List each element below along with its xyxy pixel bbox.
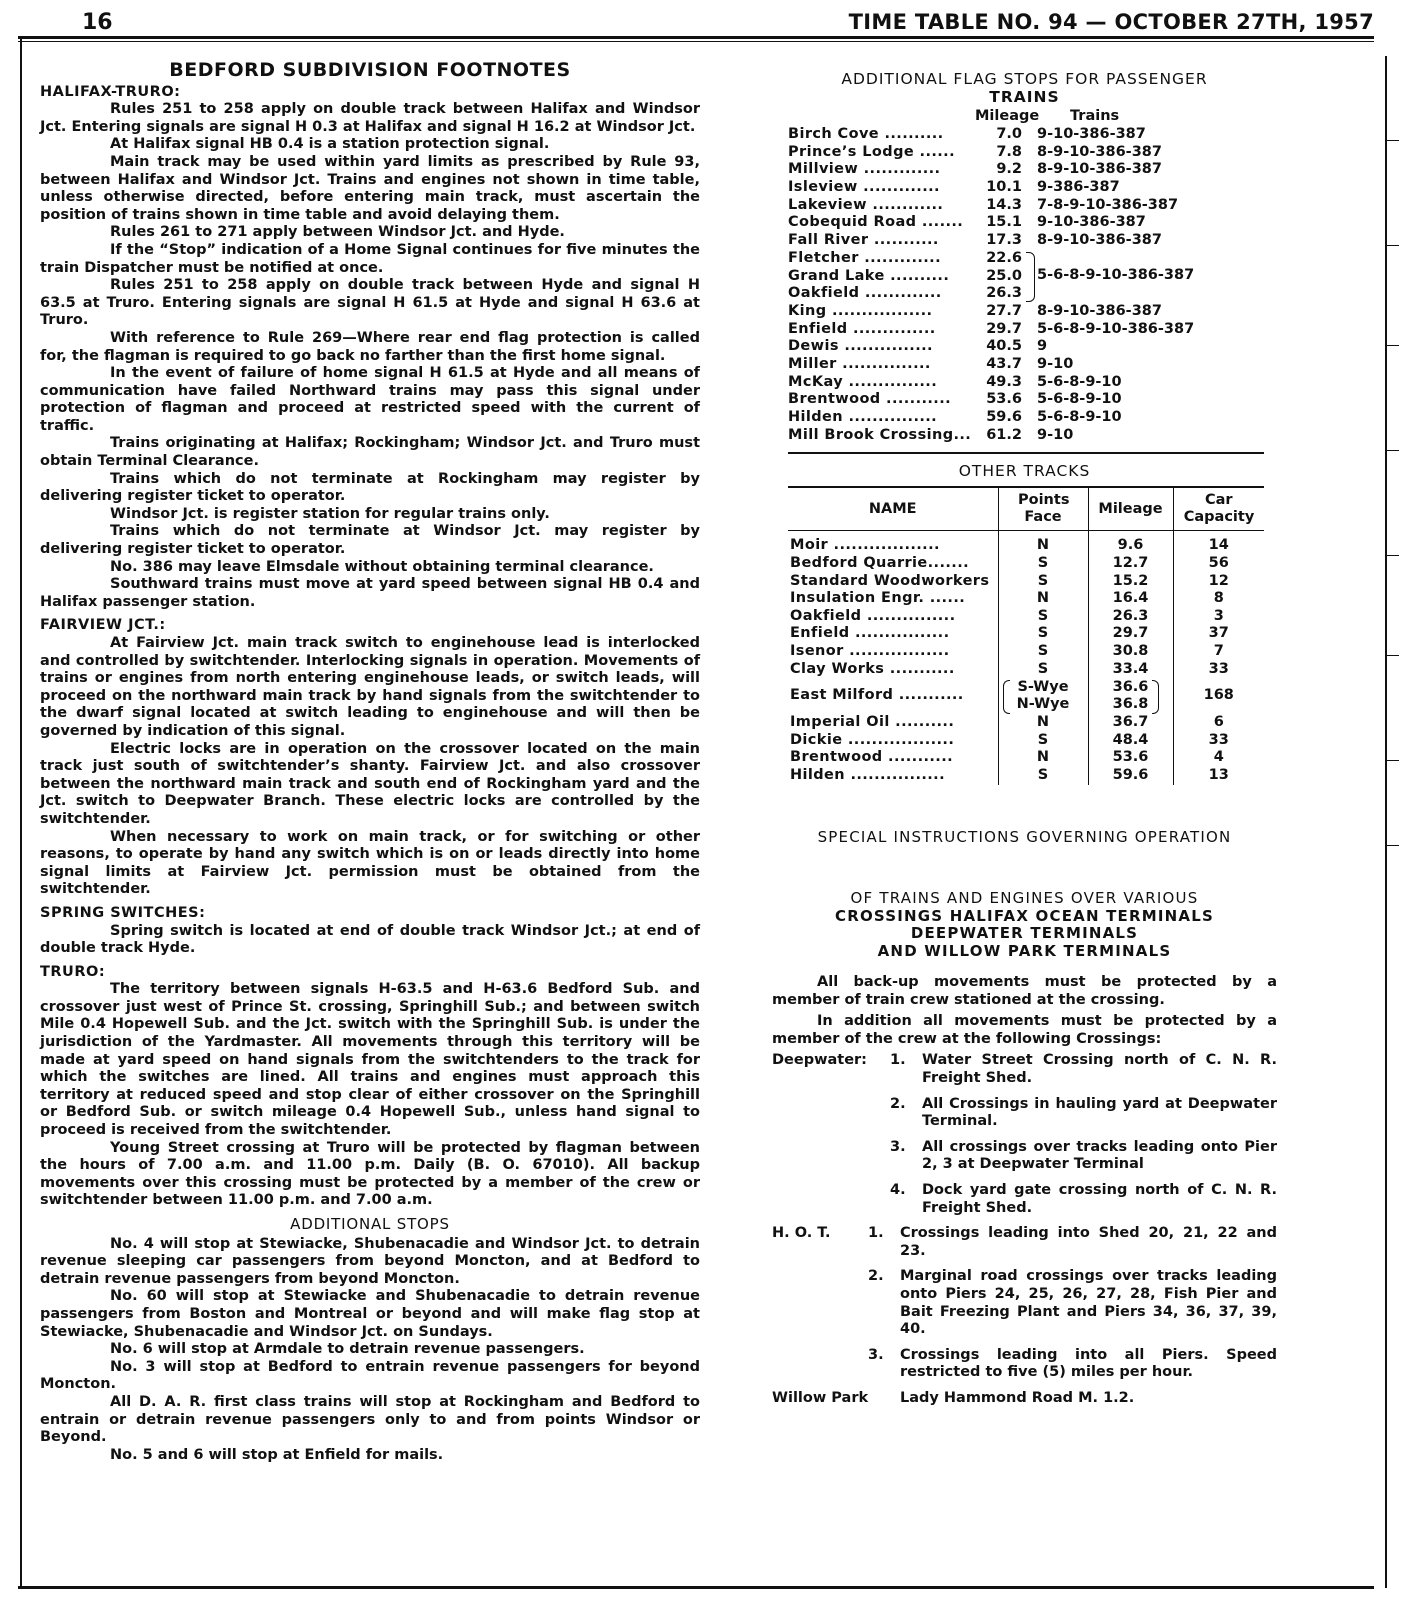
track-name: Enfield ................ xyxy=(790,625,950,642)
crossing-number: 3. xyxy=(890,1138,906,1155)
station-trains: 8-9-10-386-387 xyxy=(1037,143,1162,160)
station-name: King ................. xyxy=(788,302,933,319)
col-capacity-label: Car Capacity xyxy=(1183,492,1255,526)
track-capacity: 56 xyxy=(1173,555,1264,573)
track-row-east-milford xyxy=(788,678,1264,714)
track-capacity: 13 xyxy=(1173,767,1264,785)
track-row xyxy=(788,625,1264,643)
station-trains: 8-9-10-386-387 xyxy=(1037,232,1162,249)
track-capacity: 33 xyxy=(1173,732,1264,750)
track-capacity: 4 xyxy=(1173,749,1264,767)
track-mileage: 29.7 xyxy=(1088,625,1173,643)
section-heading: TRURO: xyxy=(40,963,106,980)
station-mileage: 15.1 xyxy=(986,214,1022,231)
track-mileage: 36.7 xyxy=(1088,714,1173,732)
footnotes-column xyxy=(40,59,700,1464)
track-row xyxy=(788,661,1264,679)
station-mileage: 61.2 xyxy=(986,426,1022,443)
track-name: Standard Woodworkers xyxy=(790,572,990,589)
special-title-3: CROSSINGS HALIFAX OCEAN TERMINALS xyxy=(835,906,1214,925)
crossing-item xyxy=(772,1347,1277,1382)
crossing-item xyxy=(772,1096,1277,1131)
station-mileage: 27.7 xyxy=(986,302,1022,319)
track-points: S xyxy=(998,608,1088,626)
mileage-s-wye: 36.6 xyxy=(1112,679,1149,696)
additional-stop-paragraph: No. 3 will stop at Bedford to entrain revenue passengers for beyond Moncton. xyxy=(40,1358,700,1393)
station-mileage: 22.6 xyxy=(986,249,1022,266)
crossing-text: All crossings over tracks leading onto Pier 2, 3 at Deepwater Terminal xyxy=(922,1138,1277,1173)
footnote-paragraph: With reference to Rule 269—Where rear end flag protection is called for, the flagman is required to go back no farther than the first home signal. xyxy=(40,329,700,364)
track-points: N xyxy=(998,714,1088,732)
track-points: N xyxy=(998,531,1088,555)
station-trains: 7-8-9-10-386-387 xyxy=(1037,196,1179,213)
track-capacity: 12 xyxy=(1173,573,1264,591)
station-name: Isleview ............. xyxy=(788,179,940,196)
crossing-text: All Crossings in hauling yard at Deepwater Terminal. xyxy=(922,1095,1277,1130)
flag-stops-col-trains: Trains xyxy=(1070,108,1120,124)
station-trains: 5-6-8-9-10 xyxy=(1037,373,1122,390)
left-border xyxy=(20,38,22,1588)
other-tracks-table xyxy=(788,486,1264,784)
station-mileage: 29.7 xyxy=(986,320,1022,337)
col-mileage: Mileage xyxy=(1088,487,1173,531)
crossing-number: 2. xyxy=(868,1268,884,1285)
special-title-1: SPECIAL INSTRUCTIONS GOVERNING OPERATION xyxy=(817,827,1232,846)
track-mileage: 26.3 xyxy=(1088,608,1173,626)
track-mileage: 59.6 xyxy=(1088,767,1173,785)
flag-stop-row xyxy=(772,356,1277,374)
station-trains: 9-10 xyxy=(1037,426,1074,443)
footnotes-title: BEDFORD SUBDIVISION FOOTNOTES xyxy=(169,59,571,81)
flag-stop-row xyxy=(772,197,1277,215)
top-rule-thin xyxy=(18,41,1374,42)
track-row xyxy=(788,590,1264,608)
mileage-n-wye: 36.8 xyxy=(1112,696,1149,713)
top-rule xyxy=(18,36,1374,39)
special-instructions xyxy=(772,974,1277,1407)
track-capacity: 7 xyxy=(1173,643,1264,661)
station-name: Dewis ............... xyxy=(788,338,933,355)
flag-stop-row xyxy=(772,268,1277,286)
station-name: Birch Cove .......... xyxy=(788,126,944,142)
section-heading: FAIRVIEW JCT.: xyxy=(40,617,166,634)
station-mileage: 10.1 xyxy=(986,179,1022,196)
track-mileage: 16.4 xyxy=(1088,590,1173,608)
track-points: S xyxy=(998,643,1088,661)
track-mileage: 12.7 xyxy=(1088,555,1173,573)
points-s-wye: S-Wye xyxy=(1017,679,1069,696)
station-mileage: 9.2 xyxy=(996,161,1022,178)
station-mileage: 25.0 xyxy=(986,267,1022,284)
track-row xyxy=(788,531,1264,555)
track-mileage: 33.4 xyxy=(1088,661,1173,679)
station-trains: 8-9-10-386-387 xyxy=(1037,302,1162,319)
flag-stops-rule xyxy=(788,452,1264,454)
station-mileage: 49.3 xyxy=(986,373,1022,390)
footnote-paragraph: The territory between signals H-63.5 and H-63.6 Bedford Sub. and crossover just west of Prince St. crossing, Springhill Sub.; and between switch Mile 0.4 Hopewell Sub. and the Jct. switch with the Springhill Sub. is under the jurisdiction of the Yardmaster. All movements through this territory will be made at yard speed on hand signals from the switchtenders to the track for which the switches are lined. All trains and engines must approach this territory at reduced speed and stop clear of either crossover on the Springhill or Bedford Sub. or switch mileage 0.4 Hopewell Sub., unless hand signal to proceed is received from the switchtender. xyxy=(40,981,700,1139)
station-name: Mill Brook Crossing... xyxy=(788,426,972,443)
track-points: N xyxy=(998,590,1088,608)
flag-stop-row xyxy=(772,427,1277,445)
station-name: Prince’s Lodge ...... xyxy=(788,143,955,160)
station-name: Millview ............. xyxy=(788,161,941,178)
flag-stops-header xyxy=(772,108,1277,126)
section-heading: SPRING SWITCHES: xyxy=(40,904,206,921)
track-capacity: 33 xyxy=(1173,661,1264,679)
additional-stop-paragraph: No. 6 will stop at Armdale to detrain revenue passengers. xyxy=(110,1341,585,1358)
crossing-item xyxy=(772,1182,1277,1217)
station-name: Lakeview ............ xyxy=(788,196,944,213)
track-points: S xyxy=(998,625,1088,643)
station-trains: 8-9-10-386-387 xyxy=(1037,161,1162,178)
track-mileage: 9.6 xyxy=(1088,531,1173,555)
footnote-paragraph: Rules 251 to 258 apply on double track between Halifax and Windsor Jct. Entering signals are signal H 0.3 at Halifax and signal H 16.2 at Windsor Jct. xyxy=(40,101,700,135)
station-mileage: 7.8 xyxy=(996,143,1022,160)
track-capacity: 3 xyxy=(1173,608,1264,626)
special-para-1: All back-up movements must be protected by a member of train crew stationed at the crossing. xyxy=(772,974,1277,1008)
special-title-2: OF TRAINS AND ENGINES OVER VARIOUS xyxy=(850,889,1199,907)
flag-stops-brace-group xyxy=(772,250,1277,303)
crossing-item xyxy=(772,1139,1277,1174)
crossing-item xyxy=(772,1225,1277,1260)
track-name: Moir .................. xyxy=(790,537,940,554)
crossing-number: 4. xyxy=(890,1181,906,1198)
flag-stop-row xyxy=(772,303,1277,321)
right-border xyxy=(1385,56,1387,1588)
footnote-paragraph: Southward trains must move at yard speed between signal HB 0.4 and Halifax passenger station. xyxy=(40,576,700,610)
track-name: Hilden ................ xyxy=(790,766,945,783)
flag-stop-row xyxy=(772,409,1277,427)
footnote-paragraph: Rules 261 to 271 apply between Windsor Jct. and Hyde. xyxy=(110,224,565,241)
track-points: S xyxy=(998,573,1088,591)
track-capacity: 168 xyxy=(1173,678,1264,714)
footnote-paragraph: When necessary to work on main track, or for switching or other reasons, to operate by hand any switch which is on or leads directly into home signal limits at Fairview Jct. permission must be obtained from the switchtender. xyxy=(40,828,700,898)
track-name: East Milford ........... xyxy=(790,687,964,704)
station-name: Grand Lake .......... xyxy=(788,267,950,284)
bottom-rule xyxy=(18,1586,1374,1589)
track-points: S xyxy=(998,555,1088,573)
footnote-paragraph: Trains which do not terminate at Rockingham may register by delivering register ticket to operator. xyxy=(40,470,700,505)
footnote-paragraph: At Fairview Jct. main track switch to enginehouse lead is interlocked and controlled by switchtender. Interlocking signals in operation. Movements of trains or engines from north entering enginehouse leads, or switch leads, will proceed on the northward main track by hand signals from the switchtender to the dwarf signal located at switch leading to enginehouse and will then be governed by indication of this signal. xyxy=(40,635,700,739)
flag-stop-row xyxy=(772,250,1277,268)
additional-stop-paragraph: No. 5 and 6 will stop at Enfield for mails. xyxy=(110,1446,444,1463)
brace-trains: 5-6-8-9-10-386-387 xyxy=(1037,266,1195,283)
footnote-paragraph: Windsor Jct. is register station for regular trains only. xyxy=(110,505,550,522)
station-trains: 9-10-386-387 xyxy=(1037,214,1146,231)
footnote-paragraph: At Halifax signal HB 0.4 is a station protection signal. xyxy=(110,136,550,153)
station-mileage: 43.7 xyxy=(986,355,1022,372)
station-trains: 9-10 xyxy=(1037,355,1074,372)
station-name: Brentwood ........... xyxy=(788,391,952,408)
station-mileage: 59.6 xyxy=(986,409,1022,425)
crossing-text: Lady Hammond Road M. 1.2. xyxy=(900,1389,1135,1406)
crossing-number: 1. xyxy=(890,1052,906,1069)
track-mileage xyxy=(1088,678,1173,714)
footnote-paragraph: If the “Stop” indication of a Home Signal continues for five minutes the train Dispatcher must be notified at once. xyxy=(40,241,700,276)
station-trains: 9 xyxy=(1037,338,1048,355)
crossing-group-label: Willow Park xyxy=(772,1389,869,1406)
track-points: S xyxy=(998,732,1088,750)
col-points-face-label: Points Face xyxy=(1018,492,1070,526)
track-mileage: 15.2 xyxy=(1088,573,1173,591)
station-name: Hilden ............... xyxy=(788,409,938,425)
footnote-paragraph: No. 386 may leave Elmsdale without obtaining terminal clearance. xyxy=(110,558,654,575)
track-capacity: 6 xyxy=(1173,714,1264,732)
track-points: S xyxy=(998,767,1088,785)
track-row xyxy=(788,714,1264,732)
footnote-paragraph: In the event of failure of home signal H 61.5 at Hyde and all means of communication have failed Northward trains may pass this signal under protection of flagman and proceed at restricted speed with the current of traffic. xyxy=(40,365,700,434)
crossing-group-label: Deepwater: xyxy=(772,1052,867,1069)
track-name: Oakfield ............... xyxy=(790,607,956,624)
crossing-item-willow xyxy=(772,1390,1277,1408)
track-points: S xyxy=(998,661,1088,679)
flag-stop-row xyxy=(772,321,1277,339)
track-row xyxy=(788,732,1264,750)
flag-stop-row xyxy=(772,338,1277,356)
left-brace-mark xyxy=(1003,680,1010,714)
track-row xyxy=(788,555,1264,573)
crossing-text: Crossings leading into all Piers. Speed restricted to five (5) miles per hour. xyxy=(900,1346,1277,1381)
track-name: Clay Works ........... xyxy=(790,660,955,677)
flag-stop-row xyxy=(772,232,1277,250)
track-name: Isenor ................. xyxy=(790,642,950,659)
crossing-item xyxy=(772,1052,1277,1087)
footnote-paragraph: Main track may be used within yard limits as prescribed by Rule 93, between Halifax and Windsor Jct. Trains and engines not shown in time table, unless otherwise directed, before entering main track, must ascertain the position of trains shown in time table and avoid delaying them. xyxy=(40,153,700,223)
track-name: Dickie .................. xyxy=(790,731,955,748)
track-row xyxy=(788,608,1264,626)
flag-stop-row xyxy=(772,214,1277,232)
flag-stop-row xyxy=(772,126,1277,144)
station-name: McKay ............... xyxy=(788,373,938,390)
track-points: N xyxy=(998,749,1088,767)
points-n-wye: N-Wye xyxy=(1016,696,1070,713)
footnote-paragraph: Electric locks are in operation on the crossover located on the main track just south of switchtender’s shanty. Fairview Jct. and also crossover between the northward main track and south end of Rockingham yard and the Jct. switch to Deepwater Branch. These electric locks are controlled by the switchtender. xyxy=(40,740,700,827)
flag-stop-row xyxy=(772,285,1277,303)
station-mileage: 26.3 xyxy=(986,285,1022,302)
station-mileage: 53.6 xyxy=(986,391,1022,408)
station-name: Cobequid Road ....... xyxy=(788,214,964,231)
crossing-text: Water Street Crossing north of C. N. R. Freight Shed. xyxy=(922,1052,1277,1086)
station-name: Fletcher ............. xyxy=(788,249,941,266)
flag-stops-col-mileage: Mileage xyxy=(975,108,1040,124)
track-name: Brentwood ........... xyxy=(790,749,954,766)
crossing-text: Crossings leading into Shed 20, 21, 22 and 23. xyxy=(900,1225,1277,1259)
additional-stops-title: ADDITIONAL STOPS xyxy=(290,1215,450,1233)
station-trains: 9-10-386-387 xyxy=(1037,126,1146,142)
track-row xyxy=(788,767,1264,785)
track-capacity: 8 xyxy=(1173,590,1264,608)
flag-stops-title-line2: TRAINS xyxy=(989,88,1060,106)
station-name: Fall River ........... xyxy=(788,232,939,249)
flag-stop-row xyxy=(772,144,1277,162)
page-number: 16 xyxy=(82,10,113,35)
crossing-number: 3. xyxy=(868,1346,884,1363)
crossing-group-label: H. O. T. xyxy=(772,1225,831,1242)
crossing-item xyxy=(772,1268,1277,1338)
flag-stop-row xyxy=(772,179,1277,197)
footnote-paragraph: Trains which do not terminate at Windsor Jct. may register by delivering register ticket to operator. xyxy=(40,523,700,558)
station-name: Miller ............... xyxy=(788,355,931,372)
flag-stop-row xyxy=(772,374,1277,392)
track-row xyxy=(788,749,1264,767)
footnote-paragraph: Spring switch is located at end of double track Windsor Jct.; at end of double track Hyde. xyxy=(40,922,700,957)
track-row xyxy=(788,643,1264,661)
right-column xyxy=(772,70,1277,1407)
additional-stop-paragraph: All D. A. R. first class trains will stop at Rockingham and Bedford to entrain or detrain revenue passengers only to and from points Windsor or Beyond. xyxy=(40,1393,700,1446)
station-mileage: 17.3 xyxy=(986,232,1022,249)
right-brace-mark xyxy=(1152,680,1159,714)
col-name: NAME xyxy=(788,487,998,531)
special-para-2: In addition all movements must be protected by a member of the crew at the following Crossings: xyxy=(772,1013,1277,1047)
station-mileage: 40.5 xyxy=(986,338,1022,355)
station-name: Enfield .............. xyxy=(788,320,936,337)
crossing-number: 1. xyxy=(868,1225,884,1242)
station-name: Oakfield ............. xyxy=(788,285,942,302)
station-mileage: 7.0 xyxy=(996,126,1022,142)
col-capacity xyxy=(1173,487,1264,531)
track-name: Imperial Oil .......... xyxy=(790,714,955,731)
track-capacity: 37 xyxy=(1173,625,1264,643)
additional-stop-paragraph: No. 60 will stop at Stewiacke and Shubenacadie to detrain revenue passengers from Boston and Montreal or beyond and will make flag stop at Stewiacke, Shubenacadie and Windsor Jct. on Sundays. xyxy=(40,1288,700,1340)
special-title-4: DEEPWATER TERMINALS xyxy=(910,924,1139,942)
special-title-5: AND WILLOW PARK TERMINALS xyxy=(877,941,1172,960)
other-tracks-title: OTHER TRACKS xyxy=(958,462,1091,481)
flag-stops-title: ADDITIONAL FLAG STOPS FOR PASSENGER xyxy=(841,70,1208,88)
section-heading: HALIFAX-TRURO: xyxy=(40,83,181,100)
track-points xyxy=(998,678,1088,714)
station-trains: 5-6-8-9-10 xyxy=(1037,391,1122,408)
running-title: TIME TABLE NO. 94 — OCTOBER 27TH, 1957 xyxy=(848,10,1374,34)
footnote-paragraph: Young Street crossing at Truro will be protected by flagman between the hours of 7.00 a.m. and 11.00 p.m. Daily (B. O. 67010). All backup movements over this crossing must be protected by a member of the crew or switchtender between 11.00 p.m. and 7.00 a.m. xyxy=(40,1139,700,1209)
crossing-text: Marginal road crossings over tracks leading onto Piers 24, 25, 26, 27, 28, Fish Pier and Bait Freezing Plant and Piers 34, 36, 37, 39, 40. xyxy=(900,1268,1277,1338)
brace-mark xyxy=(1026,252,1035,302)
additional-stop-paragraph: No. 4 will stop at Stewiacke, Shubenacadie and Windsor Jct. to detrain revenue sleeping car passengers from beyond Moncton, and at Bedford to detrain revenue passengers from beyond Moncton. xyxy=(40,1235,700,1287)
track-mileage: 48.4 xyxy=(1088,732,1173,750)
track-mileage: 53.6 xyxy=(1088,749,1173,767)
track-capacity: 14 xyxy=(1173,531,1264,555)
station-trains: 5-6-8-9-10 xyxy=(1037,409,1122,425)
station-trains: 5-6-8-9-10-386-387 xyxy=(1037,320,1195,337)
footnote-paragraph: Trains originating at Halifax; Rockingham; Windsor Jct. and Truro must obtain Terminal Clearance. xyxy=(40,435,700,470)
track-mileage: 30.8 xyxy=(1088,643,1173,661)
flag-stop-row xyxy=(772,391,1277,409)
station-trains: 9-386-387 xyxy=(1037,179,1120,196)
track-name: Bedford Quarrie....... xyxy=(790,554,970,571)
crossing-text: Dock yard gate crossing north of C. N. R. Freight Shed. xyxy=(922,1181,1277,1216)
track-name: Insulation Engr. ...... xyxy=(790,590,966,607)
flag-stop-row xyxy=(772,161,1277,179)
track-row xyxy=(788,573,1264,591)
station-mileage: 14.3 xyxy=(986,196,1022,213)
col-points-face xyxy=(998,487,1088,531)
crossing-number: 2. xyxy=(890,1095,906,1112)
footnote-paragraph: Rules 251 to 258 apply on double track between Hyde and signal H 63.5 at Truro. Entering signals are signal H 61.5 at Hyde and signal H 63.6 at Truro. xyxy=(40,277,700,329)
